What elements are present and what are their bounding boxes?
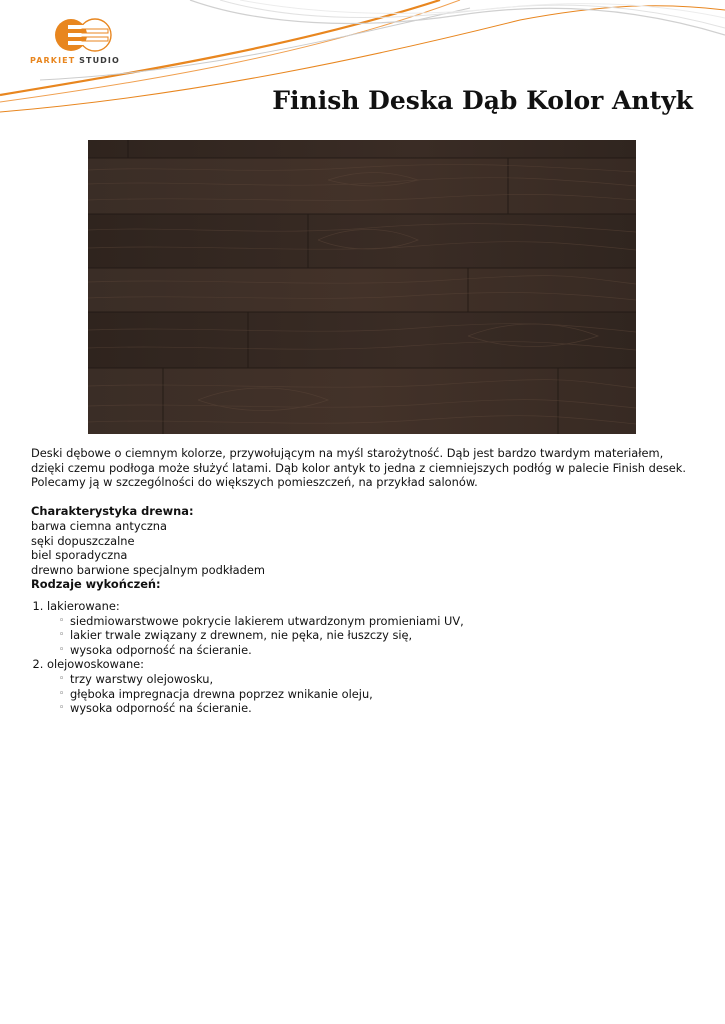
finish-point: ◦ siedmiowarstwowe pokrycie lakierem utwardzonym promieniami UV, xyxy=(59,614,696,629)
characteristic-item: biel sporadyczna xyxy=(31,548,128,563)
parkiet-studio-logo xyxy=(30,16,150,72)
description-content xyxy=(31,446,696,716)
finish-point: ◦ wysoka odporność na ścieranie. xyxy=(59,701,696,716)
logo-word-parkiet: PARKIET xyxy=(30,56,76,65)
logo-mark-icon xyxy=(54,16,116,56)
finish-points-list xyxy=(47,614,696,658)
logo-text xyxy=(30,56,150,65)
finish-label: lakierowane: xyxy=(47,598,120,613)
finish-item-oil-waxed xyxy=(47,657,696,715)
wood-texture-image xyxy=(88,140,636,434)
logo-word-studio: STUDIO xyxy=(79,56,120,65)
wood-texture-icon xyxy=(88,140,636,434)
characteristic-item: drewno barwione specjalnym podkładem xyxy=(31,562,265,577)
finish-label: olejowoskowane: xyxy=(47,657,145,672)
document-title: Finish Deska Dąb Kolor Antyk xyxy=(272,86,693,115)
finishes-list xyxy=(31,599,696,716)
finish-point: ◦ lakier trwale związany z drewnem, nie pęka, nie łuszczy się, xyxy=(59,628,696,643)
finish-point: ◦ trzy warstwy olejowosku, xyxy=(59,672,696,687)
intro-paragraph: Deski dębowe o ciemnym kolorze, przywołującym na myśl starożytność. Dąb jest bardzo twardym materiałem, dzięki czemu podłoga może służyć latami. Dąb kolor antyk to jedna z ciemniejszych podłóg w palecie Finish desek. Polecamy ją w szczególności do większych pomieszczeń, na przykład salonów. xyxy=(31,446,687,490)
finish-point: ◦ wysoka odporność na ścieranie. xyxy=(59,643,696,658)
characteristic-item: barwa ciemna antyczna xyxy=(31,518,168,533)
finish-item-lacquered xyxy=(47,599,696,657)
characteristics-heading: Charakterystyka drewna: xyxy=(31,504,194,519)
characteristic-item: sęki dopuszczalne xyxy=(31,533,135,548)
finish-points-list xyxy=(47,672,696,716)
finishes-heading: Rodzaje wykończeń: xyxy=(31,577,161,592)
finish-point: ◦ głęboka impregnacja drewna poprzez wnikanie oleju, xyxy=(59,687,696,702)
